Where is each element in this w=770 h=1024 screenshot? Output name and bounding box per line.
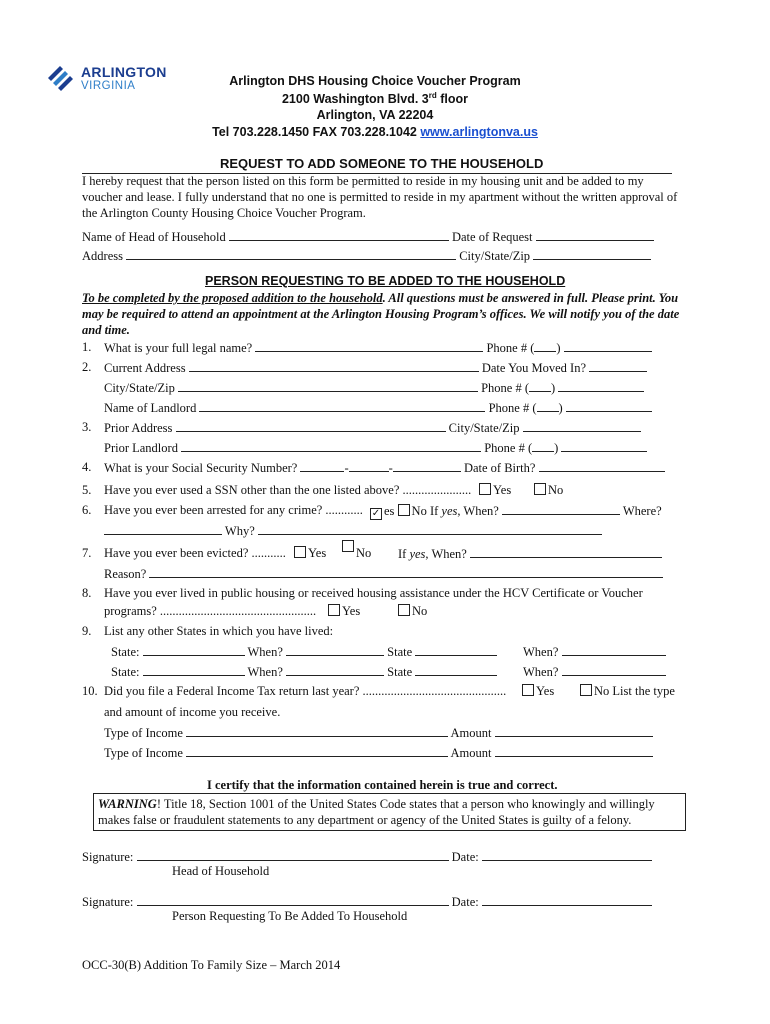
q8-number: 8. (82, 586, 92, 600)
signature-head-row (82, 849, 652, 865)
person-requesting-caption: Person Requesting To Be Added To Household (172, 909, 408, 923)
q10-yes-checkbox[interactable] (522, 684, 534, 696)
q2-city-label: City/State/Zip (104, 381, 175, 395)
q7-yes-checkbox[interactable] (294, 546, 306, 558)
prior-landlord-area-code-field[interactable] (532, 440, 554, 452)
q6-where-field[interactable] (104, 523, 222, 535)
income-type2-label: Type of Income (104, 746, 183, 760)
q7-when-label: , When? (425, 547, 467, 561)
q9-state4-label: State (387, 665, 413, 679)
prior-landlord-row (104, 440, 647, 456)
q3-label: Prior Address (104, 421, 173, 435)
q10-number: 10. (82, 684, 98, 698)
q9-state3-field[interactable] (143, 664, 245, 676)
q7-when-row (398, 546, 662, 562)
prior-landlord-paren: ) (554, 441, 559, 455)
q7-number: 7. (82, 546, 92, 560)
q9-state1-field[interactable] (143, 644, 245, 656)
ssn-part3-field[interactable] (393, 460, 461, 472)
current-address-field[interactable] (189, 360, 479, 372)
q5-yes-label: Yes (493, 483, 512, 497)
income-type1-field[interactable] (186, 725, 448, 737)
dob-label: Date of Birth? (463, 461, 536, 475)
ssn-part1-field[interactable] (300, 460, 344, 472)
city-field[interactable] (533, 248, 651, 260)
instructions-underlined: To be completed by the proposed addition to the household (82, 291, 383, 305)
signature-head-date-field[interactable] (482, 849, 652, 861)
signature-head-label: Signature: (82, 850, 134, 864)
q4-number: 4. (82, 460, 92, 474)
q3-city-field[interactable] (523, 420, 641, 432)
q5-no-label: No (548, 483, 564, 497)
q7-reason-row (104, 566, 663, 582)
q9-row2-when (523, 664, 666, 680)
q5-yes-option[interactable] (479, 483, 511, 498)
date-request-field[interactable] (536, 229, 654, 241)
q7-no-option[interactable] (342, 540, 356, 555)
dob-field[interactable] (539, 460, 665, 472)
q9-when4-field[interactable] (562, 664, 666, 676)
header-website-link[interactable]: www.arlingtonva.us (420, 125, 538, 139)
head-name-field[interactable] (229, 229, 449, 241)
income-row2 (104, 745, 653, 761)
address-field[interactable] (126, 248, 456, 260)
logo-name-bottom: VIRGINIA (81, 80, 136, 92)
q9-when3-field[interactable] (286, 664, 384, 676)
landlord-field[interactable] (199, 400, 485, 412)
q2-paren: ) (551, 381, 556, 395)
q1-row (104, 340, 652, 356)
q2-area-code-field[interactable] (529, 380, 551, 392)
q9-number: 9. (82, 624, 92, 638)
income-type1-label: Type of Income (104, 726, 183, 740)
q2-city-row (104, 380, 644, 396)
signature-head-field[interactable] (137, 849, 449, 861)
q7-if-label: If (398, 547, 410, 561)
form-footer: OCC-30(B) Addition To Family Size – March 2014 (82, 958, 341, 972)
landlord-paren: ) (558, 401, 563, 415)
q10-label: Did you file a Federal Income Tax return last year? .............................................. (104, 684, 507, 698)
q1-phone-field[interactable] (564, 340, 652, 352)
section-title: PERSON REQUESTING TO BE ADDED TO THE HOUSEHOLD (205, 274, 566, 288)
q8-no-checkbox[interactable] (398, 604, 410, 616)
instructions (82, 290, 687, 338)
landlord-phone-label: Phone # ( (488, 401, 537, 415)
prior-landlord-phone-label: Phone # ( (484, 441, 533, 455)
q7-no-checkbox[interactable] (342, 540, 354, 552)
q9-state4-field[interactable] (415, 664, 497, 676)
q5-number: 5. (82, 483, 92, 497)
q4-row: What is your Social Security Number? - - Date of Birth? (104, 460, 665, 476)
q9-when1-field[interactable] (286, 644, 384, 656)
moved-in-field[interactable] (589, 360, 647, 372)
q3-city-label: City/State/Zip (448, 421, 520, 435)
signature-person-label: Signature: (82, 895, 134, 909)
q10-no-label: No List the type (594, 684, 675, 698)
warning-label: WARNING (98, 797, 157, 811)
form-title: REQUEST TO ADD SOMEONE TO THE HOUSEHOLD (220, 156, 544, 171)
q6-why-row (104, 523, 602, 539)
q2-label: Current Address (104, 361, 186, 375)
q1-number: 1. (82, 340, 92, 354)
landlord-phone-field[interactable] (566, 400, 652, 412)
q1-label: What is your full legal name? (104, 341, 253, 355)
signature-person-date-label: Date: (451, 895, 479, 909)
q8-yes-checkbox[interactable] (328, 604, 340, 616)
q6-options (370, 503, 662, 520)
q5-yes-checkbox[interactable] (479, 483, 491, 495)
signature-person-field[interactable] (137, 894, 449, 906)
header-phone-fax: Tel 703.228.1450 FAX 703.228.1042 (212, 125, 421, 139)
legal-name-field[interactable] (255, 340, 483, 352)
signature-person-row (82, 894, 652, 910)
income-amount1-field[interactable] (495, 725, 653, 737)
q6-yes-word: yes (441, 504, 458, 518)
header-street: 2100 Washington Blvd. 3 (281, 92, 429, 107)
q8-no-option[interactable] (398, 604, 427, 619)
income-type2-field[interactable] (186, 745, 448, 757)
q7-reason-label: Reason? (104, 567, 147, 581)
intro-paragraph: I hereby request that the person listed on this form be permitted to reside in my housing unit and be added to my voucher and lease. I fully understand that no one is permitted to reside in my apartment without the written approval of the Arlington County Housing Choice Voucher Program. (82, 174, 678, 220)
q6-label: Have you ever been arrested for any crime? ............ (104, 503, 363, 517)
signature-person-date-field[interactable] (482, 894, 652, 906)
q10-no-checkbox[interactable] (580, 684, 592, 696)
q6-no-checkbox[interactable] (398, 504, 410, 516)
q7-when-field[interactable] (470, 546, 662, 558)
q6-why-label: Why? (224, 524, 255, 538)
q7-no-label: No (356, 546, 372, 560)
income-amount2-field[interactable] (495, 745, 653, 757)
q9-state3-label: State: (111, 665, 140, 679)
q3-row (104, 420, 641, 436)
q6-yes-label: es (384, 504, 395, 518)
q6-number: 6. (82, 503, 92, 517)
q6-why-field[interactable] (258, 523, 602, 535)
header-floor: floor (436, 92, 469, 107)
q9-row1-when (523, 644, 666, 660)
q9-row2 (111, 664, 497, 680)
q6-when-label: , When? (457, 504, 499, 518)
instructions-rest: . All questions must be answered in full. Please print. You may be required to attend an appointment at the Arlington Housing Program’s offices. We will notify you of the date and time. (82, 291, 680, 337)
landlord-row (104, 400, 652, 416)
q2-number: 2. (82, 360, 92, 374)
prior-address-field[interactable] (176, 420, 446, 432)
q7-label: Have you ever been evicted? ........... (104, 546, 286, 560)
q10-yes-label: Yes (536, 684, 555, 698)
arlington-logo-mark-icon (46, 64, 76, 94)
logo-name-top: ARLINGTON (81, 64, 167, 80)
header-address (150, 91, 600, 106)
q9-when4-label: When? (523, 665, 559, 679)
prior-landlord-phone-field[interactable] (561, 440, 647, 452)
city-label: City/State/Zip (459, 249, 531, 263)
q8-yes-option[interactable] (328, 604, 360, 619)
signature-head-date-label: Date: (451, 850, 479, 864)
q10-label-cont: and amount of income you receive. (104, 705, 281, 719)
q2-row (104, 360, 647, 376)
q6-when-field[interactable] (502, 503, 620, 515)
q5-label: Have you ever used a SSN other than the one listed above? ...................... (104, 483, 472, 497)
q7-reason-field[interactable] (149, 566, 663, 578)
q10-no-option[interactable] (580, 684, 675, 699)
q3-number: 3. (82, 420, 92, 434)
q9-when3-label: When? (247, 665, 283, 679)
q1-phone-label: Phone # ( (486, 341, 535, 355)
header-program: Arlington DHS Housing Choice Voucher Program (229, 74, 521, 88)
q6-where-label: Where? (622, 504, 662, 518)
certification-statement: I certify that the information contained herein is true and correct. (207, 778, 558, 792)
q5-no-checkbox[interactable] (534, 483, 546, 495)
q9-state1-label: State: (111, 645, 140, 659)
q7-yes-label: Yes (308, 546, 327, 560)
landlord-area-code-field[interactable] (537, 400, 559, 412)
landlord-label: Name of Landlord (104, 401, 197, 415)
q2-city-field[interactable] (178, 380, 478, 392)
q6-yes-checkbox[interactable]: ✓ (371, 508, 381, 519)
q10-yes-option[interactable] (522, 684, 554, 699)
q2-phone-label: Phone # ( (481, 381, 530, 395)
q9-when1-label: When? (247, 645, 283, 659)
q6-no-if-label: No If (411, 504, 442, 518)
q7-yes-option[interactable] (294, 546, 326, 561)
head-of-household-row (82, 229, 654, 245)
q1-area-code-field[interactable] (534, 340, 556, 352)
q9-row1 (111, 644, 497, 660)
q7-yes-word: yes (409, 547, 426, 561)
q8-no-label: No (412, 604, 428, 618)
q4-label: What is your Social Security Number? (104, 461, 298, 475)
q1-paren: ) (556, 341, 561, 355)
q2-phone-field[interactable] (558, 380, 644, 392)
address-row (82, 248, 651, 264)
warning-box (93, 793, 686, 831)
income-amount1-label: Amount (450, 726, 492, 740)
q8-label: Have you ever lived in public housing or received housing assistance under the HCV Certificate or Voucher (104, 586, 643, 600)
ssn-part2-field[interactable] (349, 460, 389, 472)
income-row1 (104, 725, 653, 741)
moved-in-label: Date You Moved In? (481, 361, 587, 375)
q5-no-option[interactable] (534, 483, 563, 498)
q9-state2-label: State (387, 645, 413, 659)
header-city: Arlington, VA 22204 (316, 108, 434, 122)
warning-text: ! Title 18, Section 1001 of the United States Code states that a person who knowingly and willingly makes false or fraudulent statements to any department or agency of the United States is guilty of a felony. (98, 797, 655, 827)
head-of-household-caption: Head of Household (172, 864, 270, 878)
income-amount2-label: Amount (450, 746, 492, 760)
prior-landlord-label: Prior Landlord (104, 441, 178, 455)
prior-landlord-field[interactable] (181, 440, 481, 452)
q9-when2-label: When? (523, 645, 559, 659)
address-label: Address (82, 249, 123, 263)
q8-yes-label: Yes (342, 604, 361, 618)
header-contact (150, 125, 600, 139)
q9-state2-field[interactable] (415, 644, 497, 656)
head-name-label: Name of Head of Household (82, 230, 226, 244)
date-request-label: Date of Request (451, 230, 533, 244)
q8-label-cont: programs? .................................................. (104, 604, 317, 618)
q9-label: List any other States in which you have lived: (104, 624, 334, 638)
q9-when2-field[interactable] (562, 644, 666, 656)
header-sup: rd (428, 91, 437, 100)
